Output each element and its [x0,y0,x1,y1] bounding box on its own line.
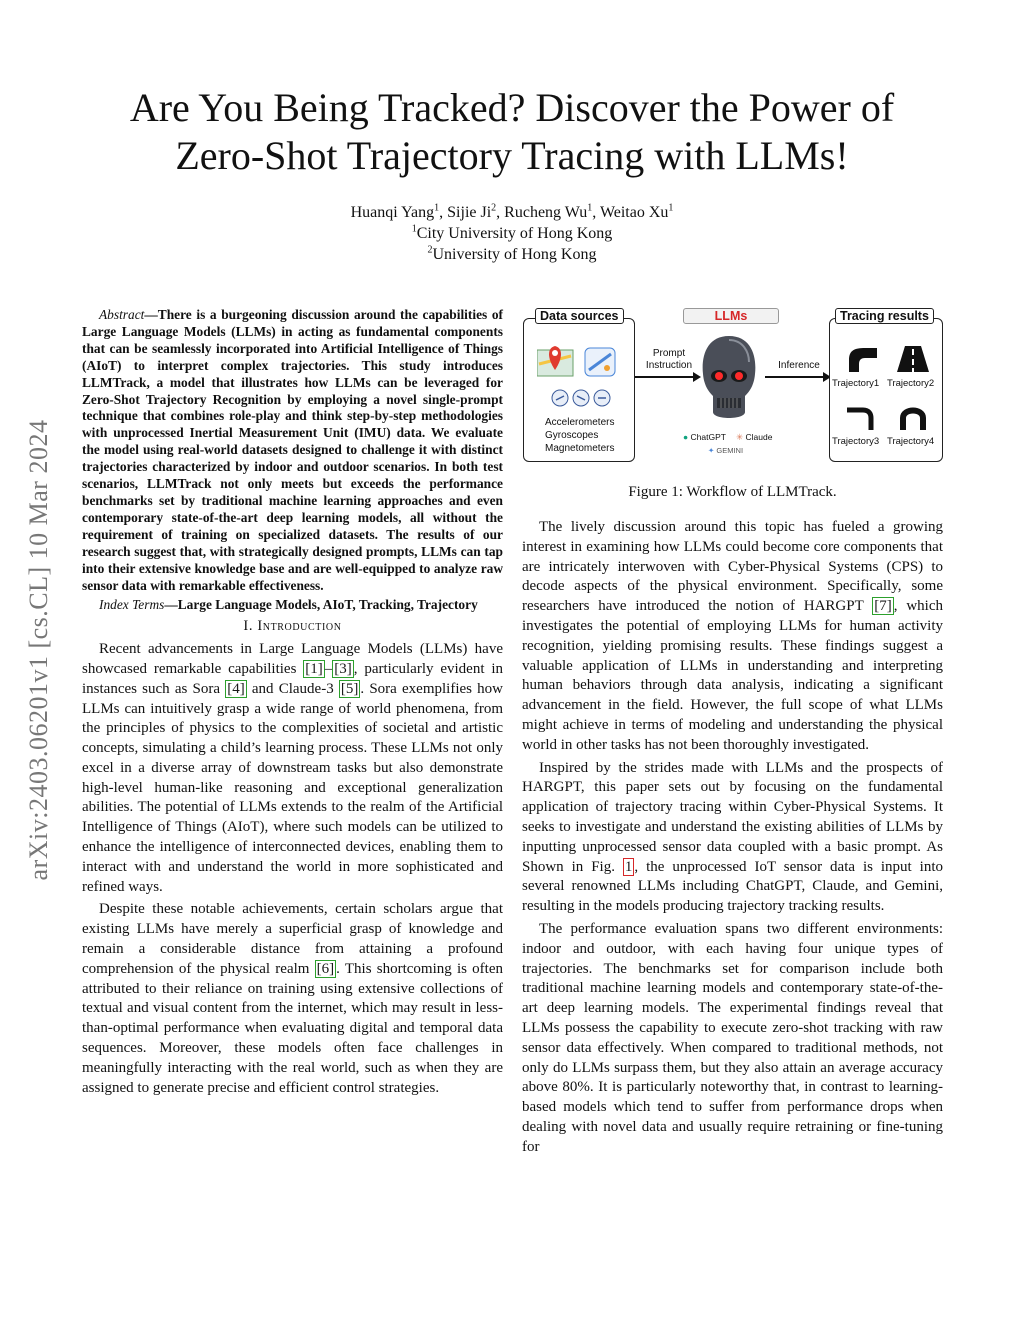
map-location-icon [537,342,623,378]
section-title: Introduction [257,618,342,635]
text: . This shortcoming is often attributed to their reliance on training using extensive collections of textual and visual content from the internet, which may result in less-than-optimal performance when evaluating digital and temporal data sequences. Moreover, these models often face challenges in meaningfully interacting with the real world, such as when they are assigned to generate precise and efficient control strategies. [82,960,503,1096]
data-sources-label: Data sources [535,308,624,324]
paper-title [80,84,944,180]
text: – [324,660,333,677]
author-name: Sijie Ji [447,204,492,221]
llms-label: LLMs [683,308,779,324]
figure-caption: Figure 1: Workflow of LLMTrack. [628,484,837,500]
sensor-gyroscopes: Gyroscopes [545,430,599,441]
trajectory-3-label: Trajectory3 [832,436,880,447]
index-terms-label: Index Terms [99,597,165,613]
author-aff: 1 [668,202,674,214]
right-paragraph-1 [522,518,943,756]
author-name: Rucheng Wu [504,204,588,221]
text: , particularly evident in instances such as Sora [82,660,503,697]
intro-paragraph-1 [82,640,503,897]
citation-link[interactable]: [4] [227,680,245,697]
author-name: Weitao Xu [599,204,669,221]
text: . Sora exemplifies how LLMs can intuitively grasp a wide range of world phenomena, from the principles of physics to the complexities of societal and artistic concepts, simulating a child’s learning process. These LLMs not only excel in a diverse array of downstream tasks but also demonstrate high-level human-like reasoning and exceptional generalization abilities. The potential of LLMs extends to the realm of the Artificial Intelligence of Things (AIoT), where such models can be utilized to enhance the intelligence of interconnected devices, enabling them to interact with and understand the world in more sophisticated and refined ways. [82,680,504,895]
sensor-magnetometers: Magnetometers [545,443,615,454]
author-aff: 1 [587,202,593,214]
citation-link[interactable]: [7] [874,598,892,615]
intro-paragraph-2 [82,900,503,1098]
straight-road-icon [895,344,931,374]
arrow-right-icon [765,370,831,384]
model-chatgpt: ● ChatGPT [683,432,726,442]
author-aff: 2 [491,202,497,214]
right-turn-icon [845,404,881,432]
model-gemini-label: GEMINI [716,446,744,455]
figure-workflow [523,304,944,464]
sensor-list [545,416,614,455]
u-turn-icon [895,404,931,432]
author-aff: 1 [434,202,440,214]
text: Recent advancements in Large Language Models (LLMs) have showcased remarkable capabilities [82,641,503,677]
author-list: Huanqi Yang$^1$, Sijie Ji$^2$, Rucheng Wu$^1$, Weitao Xu$^1$ [350,202,674,221]
section-heading [82,617,503,637]
model-claude-label: Claude [745,432,773,442]
text: , which investigates the potential of employing LLMs for human activity recognition, yielding promising results. These findings suggest a valuable application of LLMs in understanding and interpreting human behaviors through data analysis, indicating a significant advancement in the field. However, the full scope of what LLMs might achieve in terms of modeling and understanding the physical world in other tasks has not been thoroughly investigated. [522,598,943,753]
curve-road-icon [845,344,881,374]
author-block [80,202,944,265]
arxiv-stamp [16,350,62,950]
model-gemini: ✦ GEMINI [708,446,744,455]
aff-name: University of Hong Kong [432,246,597,263]
text: The lively discussion around this topic has fueled a growing interest in examining how LLMs could become core components that are intricately interwoven with Cyber-Physical Systems (CPS) to decode aspects of the physical environment. Specifically, some researchers have introduced the notion of HARGPT [522,519,943,615]
aff-name: City University of Hong Kong [416,225,613,242]
right-paragraph-2 [522,759,943,917]
citation-link[interactable]: [3] [334,660,352,677]
prompt-instruction-label: Prompt Instruction [645,348,693,371]
text: , the unprocessed IoT sensor data is input into several renowned LLMs including ChatGPT, Claude, and Gemini, resulting in the models producing trajectory tracking results. [522,858,944,915]
index-terms-text: —Large Language Models, AIoT, Tracking, Trajectory [164,597,478,613]
sensor-icons [551,388,611,408]
text: and Claude-3 [246,680,339,697]
left-column [82,307,503,1101]
arrow-right-icon [635,370,701,384]
robot-skull-icon [699,334,759,426]
model-chatgpt-label: ChatGPT [690,432,726,442]
title-line-1: Are You Being Tracked? Discover the Power of [129,85,895,130]
citation-link[interactable]: [1] [305,660,323,677]
trajectory-4-label: Trajectory4 [887,436,935,447]
abstract-text: —There is a burgeoning discussion around the capabilities of Large Language Models (LLMs) in acting as fundamental components that can be seamlessly incorporated into Artificial Intelligence of Things (AIoT) to interpret complex trajectories. This study introduces LLMTrack, a model that illustrates how LLMs can be leveraged for Zero-Shot Trajectory Recognition by employing a novel single-prompt technique that combines role-play and think step-by-step methodologies with unprocessed Inertial Measurement Unit (IMU) data. We evaluate the model using real-world datasets designed to challenge it with distinct trajectories characterized by indoor and outdoor scenarios. In both test scenarios, LLMTrack not only meets but exceeds the performance benchmarks set by traditional machine learning approaches and even contemporary state-of-the-art deep learning models, all without the requirement of training on specialized datasets. The results of our research suggest that, with strategically designed prompts, LLMs can tap into their extensive knowledge base and are well-equipped to analyze raw sensor data with remarkable effectiveness. [82,307,503,593]
affiliation-2 [80,244,944,265]
affiliation-1 [80,223,944,244]
tracing-results-label: Tracing results [835,308,934,324]
citation-link[interactable]: [5] [340,680,359,697]
index-terms [82,597,503,614]
model-claude: ✳ Claude [736,432,773,442]
title-line-2: Zero-Shot Trajectory Tracing with LLMs! [175,133,849,178]
aff-number: 2 [427,244,433,256]
text: Despite these notable achievements, certain scholars argue that existing LLMs have merely a superficial grasp of knowledge and remain a considerable distance from attaining a profound comprehension of the physical realm [82,901,503,977]
trajectory-2-label: Trajectory2 [887,378,935,389]
arxiv-id: arXiv:2403.06201v1 [cs.CL] 10 Mar 2024 [24,419,53,881]
aff-number: 1 [411,223,417,235]
abstract-label: Abstract [99,307,145,322]
text: Inspired by the strides made with LLMs and the prospects of HARGPT, this paper sets out by focusing on the fundamental application of trajectory tracing within Cyber-Physical Systems. It seeks to investigate and understand the existing abilities of LLMs by inputting unprocessed sensor data coupled with a basic prompt. As Shown in Fig. [522,759,943,875]
right-paragraph-3: The performance evaluation spans two different environments: indoor and outdoor, with each having four unique types of trajectories. The benchmarks set for comparison include both traditional machine learning models and contemporary state-of-the-art deep learning models. The experimental findings reveal that LLMs possess the capability to execute zero-shot tracking with raw sensor data effectively. When compared to traditional methods, not only do LLMs surpass them, but they also attain an average accuracy above 80%. It is particularly noteworthy that, in contrast to learning-based models which tend to suffer from performance drops when dealing with novel data and usually require retraining or fine-tuning for [522,920,943,1155]
right-column [522,518,943,1161]
inference-label: Inference [778,360,820,371]
abstract [82,307,503,594]
sensor-accelerometers: Accelerometers [545,417,615,428]
section-number: I. [243,618,254,635]
trajectory-1-label: Trajectory1 [832,378,880,389]
citation-link[interactable]: [6] [316,960,335,977]
figure-reference-link[interactable]: 1 [624,858,633,875]
author-name: Huanqi Yang [350,204,435,221]
